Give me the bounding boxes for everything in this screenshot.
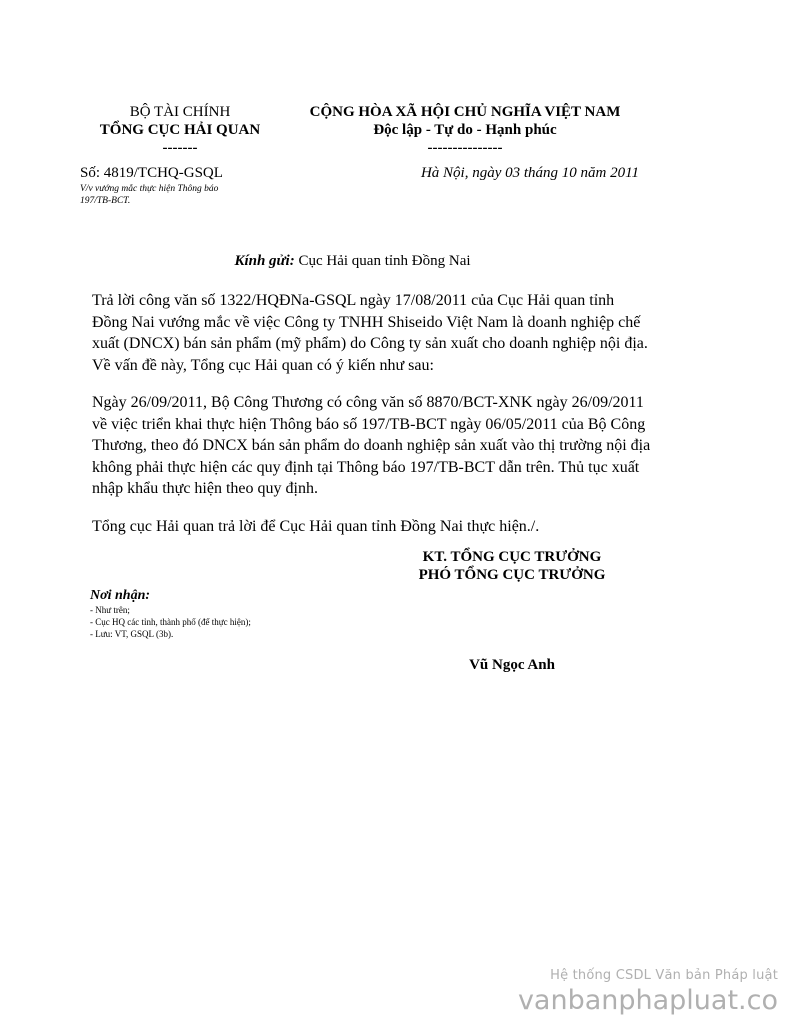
org-divider: ------- [162,140,198,156]
recipients-block [90,588,350,640]
signer-title-2: PHÓ TỔNG CỤC TRƯỞNG [418,567,606,583]
nation-name: CỘNG HÒA XÃ HỘI CHỦ NGHĨA VIỆT NAM [309,104,621,120]
recipient-item: - Lưu: VT, GSQL (3b). [90,629,174,639]
watermark [518,968,778,1016]
body-paragraph-2: Ngày 26/09/2011, Bộ Công Thương có công văn số 8870/BCT-XNK ngày 26/09/2011 về việc triển khai thực hiện Thông báo số 197/TB-BCT ngày 06/05/2011 của Bộ Công Thương, theo đó DNCX bán sản phẩm do doanh nghiệp sản xuất vào thị trường nội địa không phải thực hiện các quy định tại Thông báo 197/TB-BCT dẫn trên. Thủ tục xuất nhập khẩu thực hiện theo quy định. [92,394,651,497]
subject-line-1: V/v vướng mắc thực hiện Thông báo [80,184,219,194]
signer-name: Vũ Ngọc Anh [469,657,555,673]
department-name: TỔNG CỤC HẢI QUAN [99,122,261,138]
recipient-item: - Như trên; [90,605,130,615]
recipients-title: Nơi nhận: [90,588,151,603]
watermark-line-1: Hệ thống CSDL Văn bản Pháp luật [550,968,778,983]
national-motto: Độc lập - Tự do - Hạnh phúc [373,122,557,138]
document-subject [80,183,280,207]
recipient-label: Kính gửi: [234,253,295,269]
document-number: Số: 4819/TCHQ-GSQL [80,165,223,181]
signer-title-1: KT. TỔNG CỤC TRƯỞNG [422,549,602,565]
document-date: Hà Nội, ngày 03 tháng 10 năm 2011 [420,165,640,181]
signature-block [362,548,662,584]
recipient-item: - Cục HQ các tỉnh, thành phố (để thực hiện); [90,617,251,627]
issuing-organization-block [80,103,280,157]
recipient-line [80,253,625,270]
subject-line-2: 197/TB-BCT. [80,196,131,206]
recipient-name: Cục Hải quan tỉnh Đồng Nai [294,253,471,269]
body-paragraph-1: Trả lời công văn số 1322/HQĐNa-GSQL ngày 17/08/2011 của Cục Hải quan tỉnh Đồng Nai vướng mắc về việc Công ty TNHH Shiseido Việt Nam là doanh nghiệp chế xuất (DNCX) bán sản phẩm (mỹ phẩm) do Công ty sản xuất cho doanh nghiệp nội địa. Về vấn đề này, Tổng cục Hải quan có ý kiến như sau: [92,292,648,374]
ministry-name: BỘ TÀI CHÍNH [129,104,231,120]
motto-divider: --------------- [427,140,503,156]
national-header-block [290,103,640,157]
letter-body [92,290,652,553]
body-paragraph-3: Tổng cục Hải quan trả lời để Cục Hải quan tỉnh Đồng Nai thực hiện./. [92,517,540,535]
watermark-line-2: vanbanphapluat.co [517,985,778,1016]
